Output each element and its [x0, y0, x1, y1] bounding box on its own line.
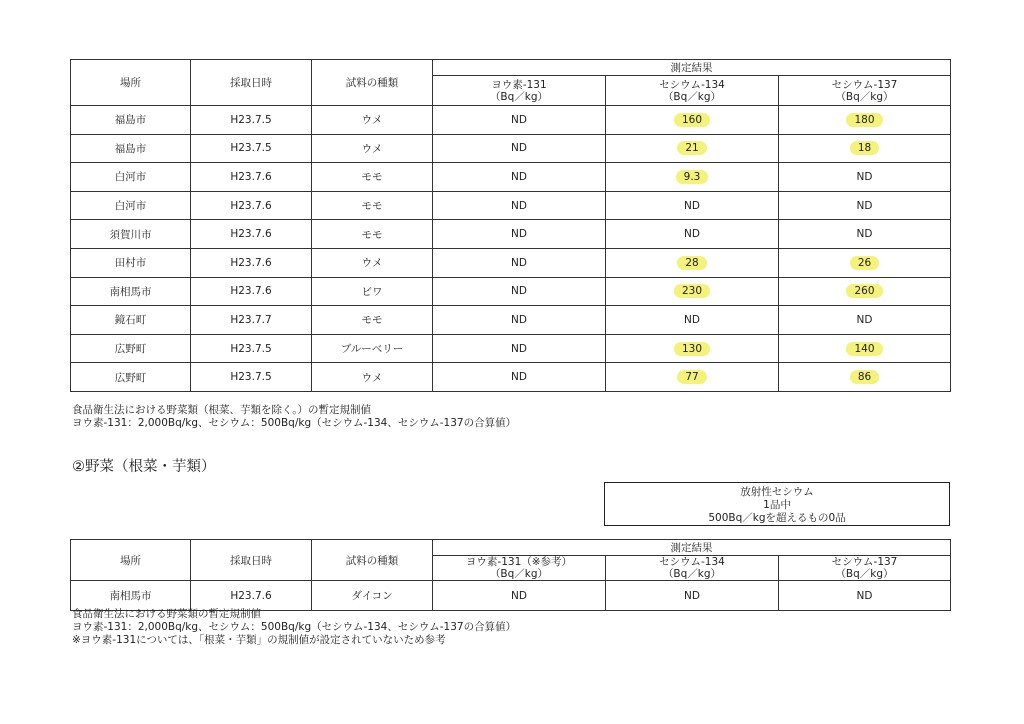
cell-value: H23.7.6 [230, 256, 272, 269]
cell-cs137 [779, 306, 951, 335]
header-cesium137: セシウム-137 （Bq／kg） [779, 76, 951, 106]
cell-iodine [433, 334, 606, 363]
cell-date [191, 334, 312, 363]
cell-cs134 [606, 163, 779, 192]
cell-value: ND [856, 589, 873, 602]
cell-value: H23.7.6 [230, 285, 272, 298]
vegetable-results-table [70, 539, 951, 611]
cell-sample [312, 306, 433, 335]
cell-iodine [433, 581, 606, 611]
cell-value: ND [856, 313, 873, 326]
header-cesium134: セシウム-134 （Bq／kg） [606, 556, 779, 581]
cell-cs134 [606, 334, 779, 363]
cell-date [191, 163, 312, 192]
highlighted-value: 140 [846, 342, 882, 356]
cell-iodine [433, 277, 606, 306]
cell-cs134 [606, 277, 779, 306]
header-location: 場所 [71, 60, 191, 106]
highlighted-value: 21 [677, 141, 706, 155]
cell-cs137 [779, 334, 951, 363]
cell-sample [312, 220, 433, 249]
table-row [71, 581, 951, 611]
cell-location [71, 106, 191, 135]
cell-iodine [433, 106, 606, 135]
regulation-note-2 [72, 608, 516, 647]
highlighted-value: 26 [850, 256, 879, 270]
cell-date [191, 581, 312, 611]
cell-sample [312, 334, 433, 363]
header-cesium134: セシウム-134 （Bq／kg） [606, 76, 779, 106]
vegetable-results-body [71, 581, 951, 611]
cell-cs134 [606, 220, 779, 249]
highlighted-value: 77 [677, 370, 706, 384]
cell-value: 福島市 [114, 142, 147, 155]
header-measurement-results: 測定結果 [433, 60, 951, 76]
cell-value: ND [856, 170, 873, 183]
cell-value: H23.7.5 [230, 142, 272, 155]
cell-cs137 [779, 106, 951, 135]
cell-location [71, 248, 191, 277]
cell-date [191, 134, 312, 163]
cell-value: H23.7.5 [230, 371, 272, 384]
cell-iodine [433, 191, 606, 220]
cell-date [191, 220, 312, 249]
cell-iodine [433, 163, 606, 192]
summary-line: 放射性セシウム [740, 486, 814, 498]
summary-line: 1品中 [763, 499, 791, 511]
cell-date [191, 248, 312, 277]
cell-sample [312, 277, 433, 306]
cell-value: ND [856, 199, 873, 212]
cell-cs134 [606, 363, 779, 392]
cell-value: ND [856, 228, 873, 241]
cell-value: ND [684, 199, 700, 212]
cell-value: 白河市 [114, 171, 147, 184]
table-row [71, 306, 951, 335]
table-row [71, 248, 951, 277]
cell-value: 須賀川市 [109, 228, 152, 241]
cell-cs134 [606, 191, 779, 220]
cell-value: ND [511, 113, 527, 126]
cell-location [71, 581, 191, 611]
section-heading-vegetables: ②野菜（根菜・芋類） [72, 459, 216, 475]
cell-value: ND [511, 589, 527, 602]
cell-value: ウメ [361, 142, 383, 155]
note-line: ヨウ素-131：2,000Bq/kg、セシウム：500Bq/kg（セシウム-134、セシウム-137の合算値） [72, 621, 517, 633]
highlighted-value: 130 [674, 342, 710, 356]
cell-value: H23.7.6 [230, 170, 272, 183]
highlighted-value: 9.3 [676, 170, 709, 184]
cell-value: H23.7.6 [230, 228, 272, 241]
note-line: 食品衛生法における野菜類（根菜、芋類を除く。）の暫定規制値 [72, 404, 372, 416]
cell-value: ND [684, 228, 700, 241]
cell-sample [312, 134, 433, 163]
cell-location [71, 163, 191, 192]
cell-value: モモ [361, 171, 383, 184]
cell-value: ND [511, 342, 527, 355]
cell-value: 広野町 [114, 343, 147, 356]
cell-location [71, 134, 191, 163]
cell-value: ビワ [361, 285, 383, 298]
regulation-note-1 [72, 404, 516, 430]
cell-cs134 [606, 581, 779, 611]
cesium-summary-box [604, 482, 950, 526]
table-row [71, 163, 951, 192]
cell-date [191, 363, 312, 392]
header-cesium137: セシウム-137 （Bq／kg） [779, 556, 951, 581]
header-date: 採取日時 [191, 60, 312, 106]
highlighted-value: 86 [850, 370, 879, 384]
cell-cs137 [779, 220, 951, 249]
cell-value: ND [511, 142, 527, 155]
table-row [71, 191, 951, 220]
cell-value: ウメ [361, 371, 383, 384]
header-location: 場所 [71, 540, 191, 581]
cell-value: H23.7.6 [230, 199, 272, 212]
cell-cs134 [606, 248, 779, 277]
cell-cs134 [606, 134, 779, 163]
cell-value: H23.7.5 [230, 342, 272, 355]
cell-value: 田村市 [114, 257, 147, 270]
header-sample-type: 試料の種類 [312, 60, 433, 106]
cell-location [71, 277, 191, 306]
cell-cs137 [779, 581, 951, 611]
header-iodine131: ヨウ素-131 （Bq／kg） [433, 76, 606, 106]
fruit-results-table [70, 59, 951, 392]
cell-sample [312, 581, 433, 611]
note-line: ヨウ素-131：2,000Bq/kg、セシウム：500Bq/kg（セシウム-134、セシウム-137の合算値） [72, 417, 517, 429]
cell-value: 広野町 [114, 371, 147, 384]
cell-value: ND [511, 313, 527, 326]
note-line: 食品衛生法における野菜類の暫定規制値 [72, 608, 261, 620]
cell-value: ND [511, 371, 527, 384]
cell-value: ND [684, 313, 700, 326]
cell-value: ND [511, 256, 527, 269]
cell-value: 南相馬市 [109, 285, 152, 298]
cell-date [191, 306, 312, 335]
cell-cs134 [606, 106, 779, 135]
highlighted-value: 28 [677, 256, 706, 270]
cell-value: ウメ [361, 257, 383, 270]
cell-value: 白河市 [114, 200, 147, 213]
note-line: ※ヨウ素-131については、「根菜・芋類」の規制値が設定されていないため参考 [72, 634, 446, 646]
cell-sample [312, 191, 433, 220]
cell-value: モモ [361, 314, 383, 327]
table-row [71, 363, 951, 392]
cell-cs137 [779, 277, 951, 306]
cell-location [71, 191, 191, 220]
cell-cs137 [779, 191, 951, 220]
cell-cs137 [779, 248, 951, 277]
cell-value: 福島市 [114, 114, 147, 127]
cell-value: ND [511, 285, 527, 298]
cell-sample [312, 248, 433, 277]
highlighted-value: 180 [846, 113, 882, 127]
cell-date [191, 106, 312, 135]
highlighted-value: 18 [850, 141, 879, 155]
cell-value: ウメ [361, 114, 383, 127]
cell-location [71, 334, 191, 363]
cell-location [71, 363, 191, 392]
cell-value: 鏡石町 [114, 314, 147, 327]
header-sample-type: 試料の種類 [312, 540, 433, 581]
cell-sample [312, 106, 433, 135]
cell-value: ND [684, 589, 700, 602]
highlighted-value: 230 [674, 284, 710, 298]
cell-value: ND [511, 170, 527, 183]
cell-location [71, 306, 191, 335]
header-date: 採取日時 [191, 540, 312, 581]
cell-date [191, 191, 312, 220]
table-row [71, 220, 951, 249]
highlighted-value: 160 [674, 113, 710, 127]
header-iodine131-reference: ヨウ素-131（※参考） （Bq／kg） [433, 556, 606, 581]
cell-value: ダイコン [351, 590, 393, 602]
table-row [71, 334, 951, 363]
cell-value: 南相馬市 [109, 590, 152, 602]
cell-date [191, 277, 312, 306]
table-row [71, 134, 951, 163]
cell-location [71, 220, 191, 249]
cell-cs137 [779, 134, 951, 163]
fruit-results-body [71, 106, 951, 392]
cell-value: ND [511, 228, 527, 241]
cell-cs137 [779, 363, 951, 392]
cell-value: モモ [361, 228, 383, 241]
cell-value: モモ [361, 200, 383, 213]
cell-value: H23.7.7 [230, 313, 272, 326]
summary-line: 500Bq／kgを超えるもの0品 [708, 512, 846, 524]
header-measurement-results: 測定結果 [433, 540, 951, 556]
cell-iodine [433, 134, 606, 163]
cell-iodine [433, 248, 606, 277]
cell-sample [312, 163, 433, 192]
cell-value: H23.7.6 [230, 589, 272, 602]
cell-iodine [433, 363, 606, 392]
cell-cs134 [606, 306, 779, 335]
cell-iodine [433, 306, 606, 335]
cell-iodine [433, 220, 606, 249]
table-row [71, 277, 951, 306]
cell-sample [312, 363, 433, 392]
table-row [71, 106, 951, 135]
cell-cs137 [779, 163, 951, 192]
cell-value: ブルーベリー [340, 343, 404, 356]
highlighted-value: 260 [846, 284, 882, 298]
cell-value: ND [511, 199, 527, 212]
cell-value: H23.7.5 [230, 113, 272, 126]
